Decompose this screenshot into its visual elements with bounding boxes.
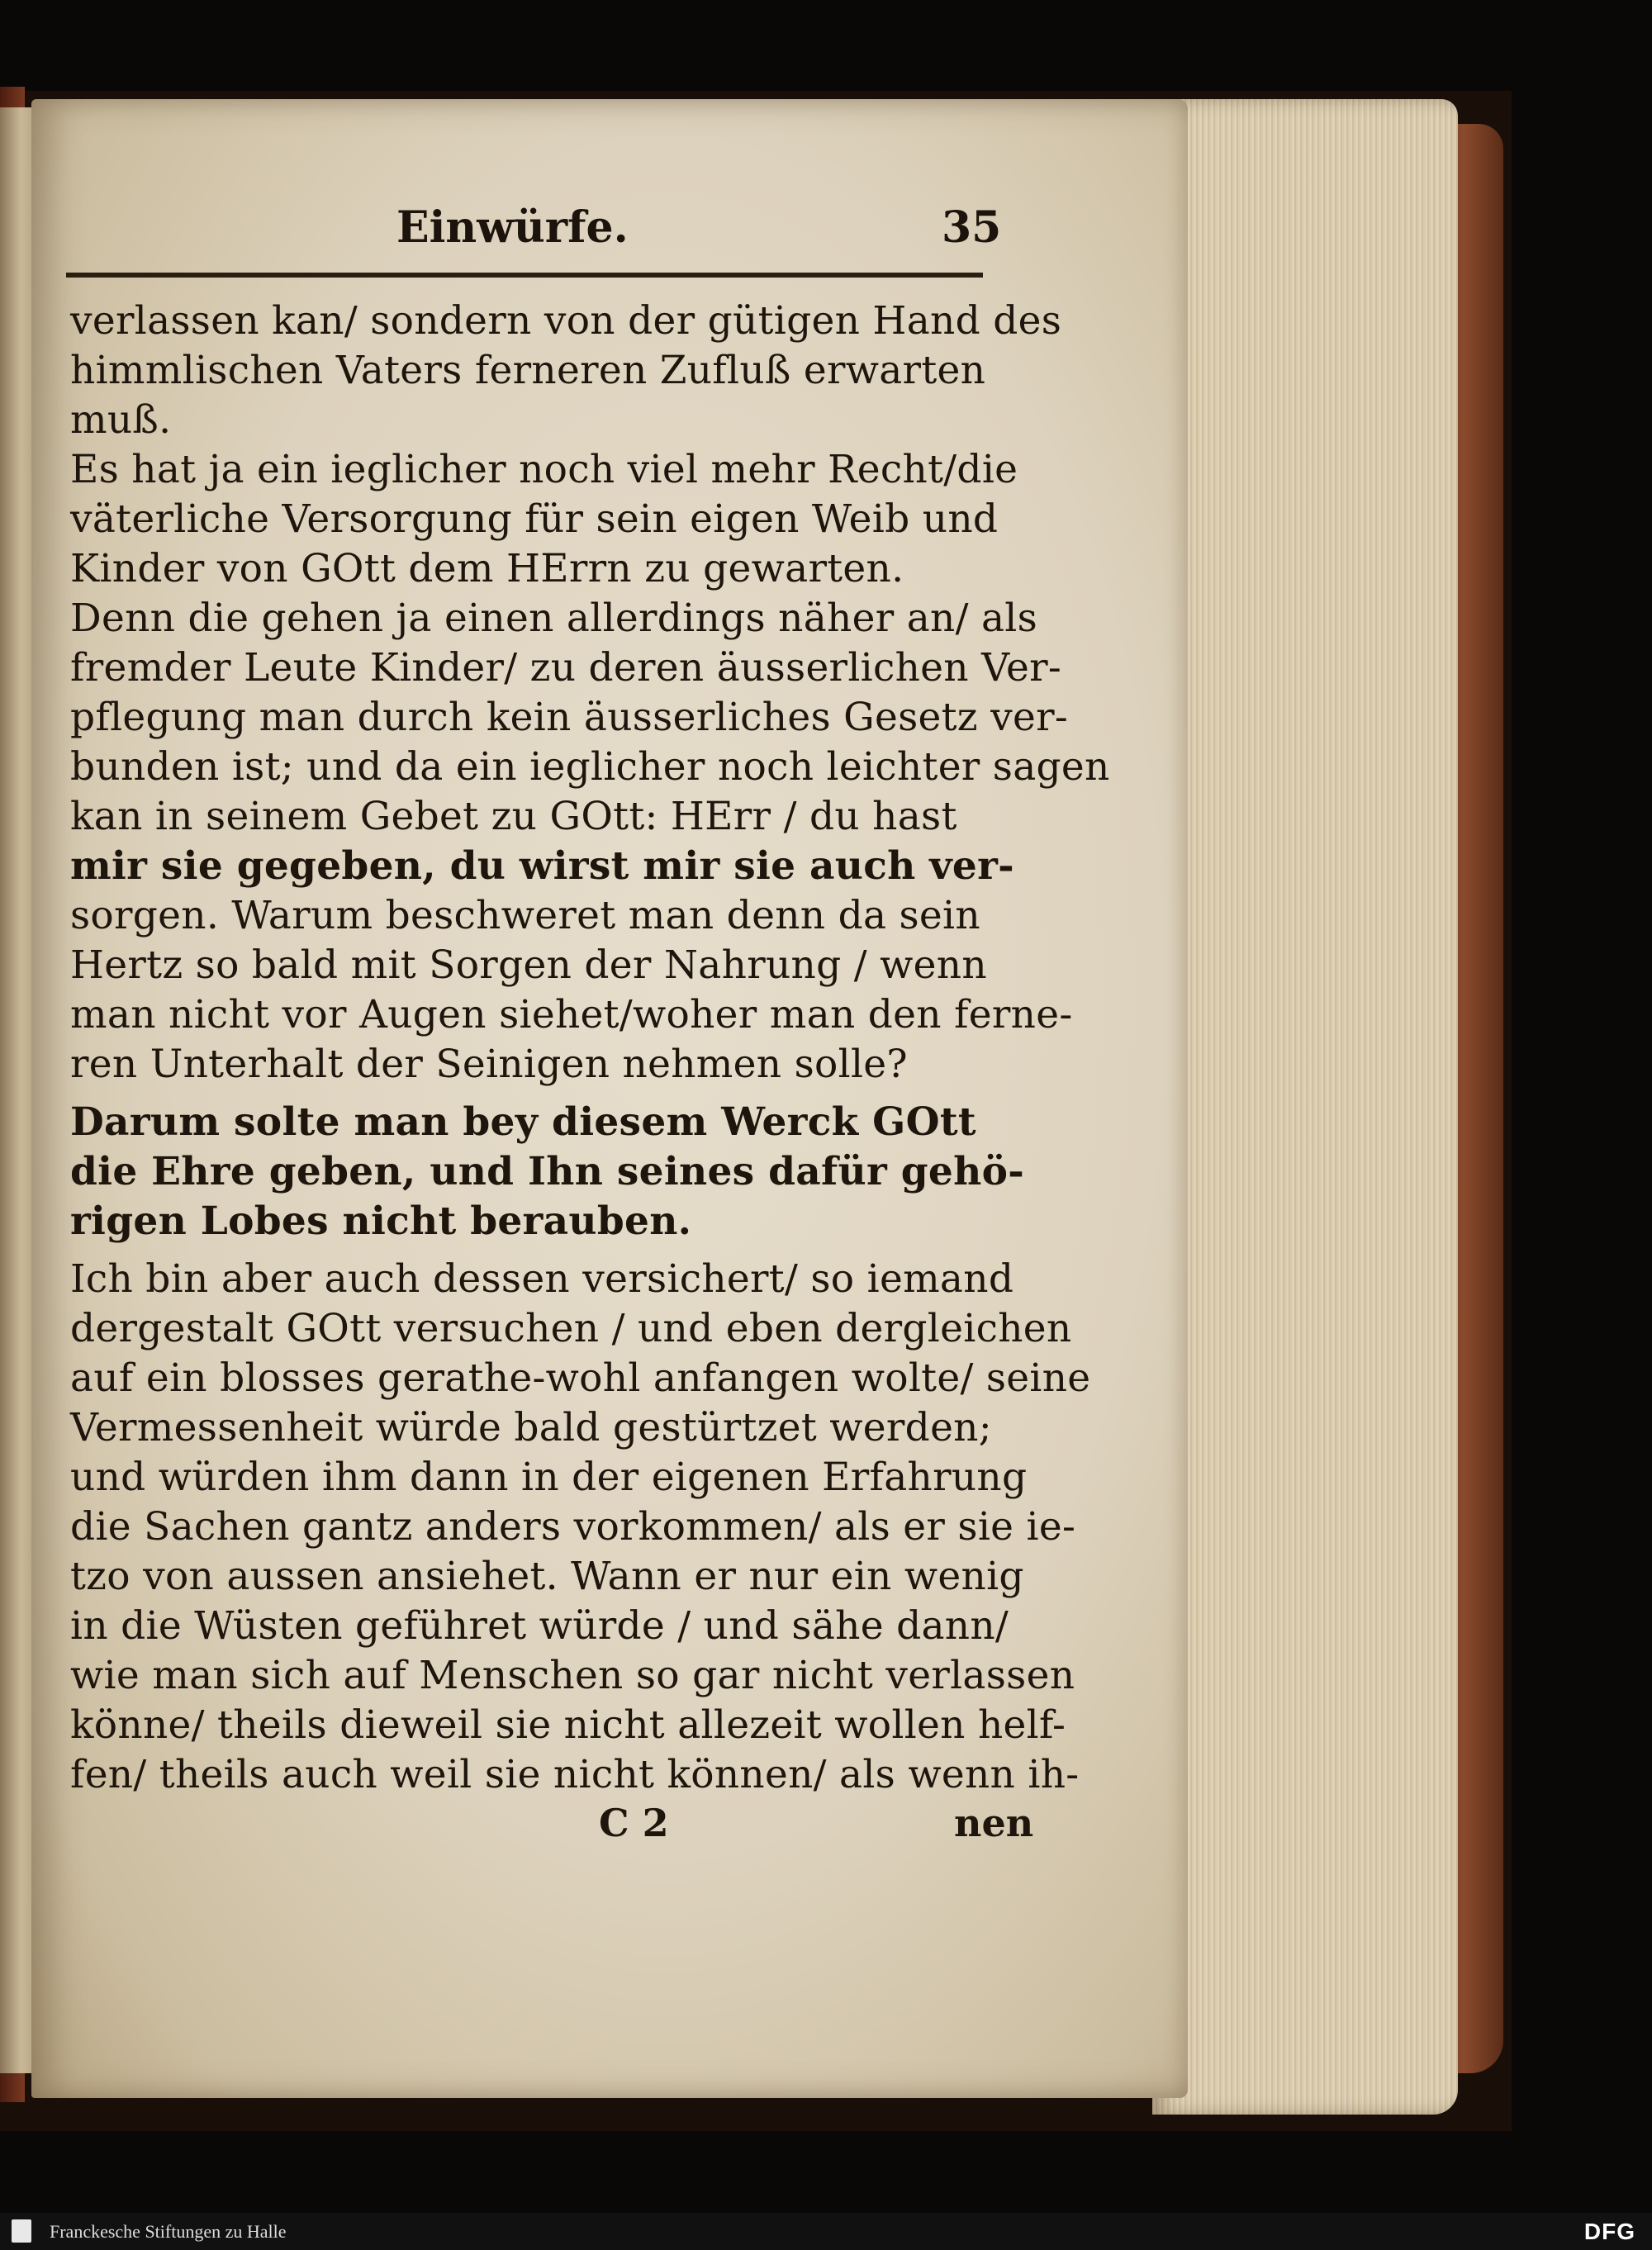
text-line: Es hat ja ein ieglicher noch viel mehr Recht/die [70,447,1018,492]
text-line: fen/ theils auch weil sie nicht können/ als wenn ih- [70,1752,1080,1797]
text-line: Hertz so bald mit Sorgen der Nahrung / wenn [70,942,987,988]
text-line: ren Unterhalt der Seinigen nehmen solle? [70,1042,908,1087]
text-line: himmlischen Vaters ferneren Zufluß erwarten [70,348,986,393]
catchword: nen [954,1801,1034,1845]
text-line: kan in seinem Gebet zu GOtt: HErr / du hast [70,794,957,839]
text-line: verlassen kan/ sondern von der gütigen Hand des [70,298,1062,344]
footer-bar [0,2213,1652,2250]
text-line: Ich bin aber auch dessen versichert/ so iemand [70,1256,1014,1302]
running-head [396,202,1002,253]
text-line: tzo von aussen ansiehet. Wann er nur ein wenig [70,1554,1024,1599]
dfg-logo: DFG [1583,2219,1635,2244]
text-line: Vermessenheit würde bald gestürtzet werden; [70,1405,992,1450]
text-line: pflegung man durch kein äusserliches Gesetz ver- [70,695,1069,740]
text-line: die Sachen gantz anders vorkommen/ als er sie ie- [70,1504,1076,1550]
text-line: wie man sich auf Menschen so gar nicht verlassen [70,1653,1075,1698]
page-edges [1152,99,1458,2115]
running-head-title: Einwürfe. [396,202,629,253]
text-line: man nicht vor Augen siehet/woher man den ferne- [70,992,1073,1037]
text-line: sorgen. Warum beschweret man denn da sein [70,893,980,938]
header-rule [66,273,983,278]
text-line: Darum solte man bey diesem Werck GOtt [70,1099,976,1145]
text-line: die Ehre geben, und Ihn seines dafür gehö- [70,1149,1025,1194]
text-line: muß. [70,397,172,443]
text-line: könne/ theils dieweil sie nicht allezeit wollen helf- [70,1702,1066,1748]
text-line: väterliche Versorgung für sein eigen Weib und [70,496,999,542]
institution-name: Franckesche Stiftungen zu Halle [50,2221,287,2242]
text-line: rigen Lobes nicht berauben. [70,1199,692,1244]
signature-mark: C 2 [599,1801,669,1845]
text-line: fremder Leute Kinder/ zu deren äusserlichen Ver- [70,645,1062,691]
institution-logo-icon [12,2219,31,2243]
text-line: auf ein blosses gerathe-wohl anfangen wolte/ seine [70,1355,1091,1401]
text-line: bunden ist; und da ein ieglicher noch leichter sagen [70,744,1110,790]
signature-line [70,1801,1034,1850]
text-line: Kinder von GOtt dem HErrn zu gewarten. [70,546,904,591]
text-line: und würden ihm dann in der eigenen Erfahrung [70,1455,1028,1500]
text-line: dergestalt GOtt versuchen / und eben dergleichen [70,1306,1072,1351]
text-line: in die Wüsten geführet würde / und sähe dann/ [70,1603,1009,1649]
text-line: mir sie gegeben, du wirst mir sie auch ver- [70,843,1014,889]
text-line: Denn die gehen ja einen allerdings näher an/ als [70,596,1038,641]
page-number: 35 [942,202,1002,253]
